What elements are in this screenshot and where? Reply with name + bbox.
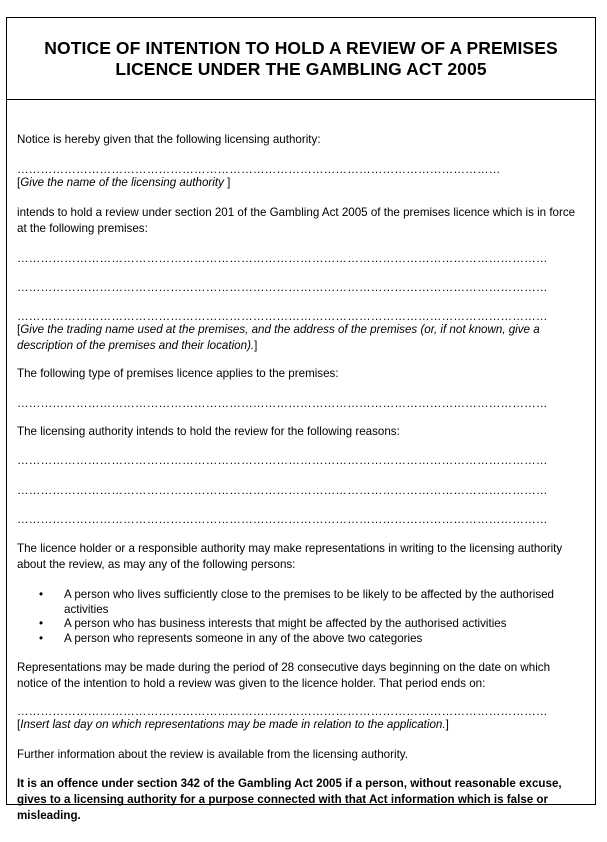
authority-name-field[interactable]: ……………………………………………………………………………………………………………	[17, 164, 501, 176]
bracket-open: [	[17, 176, 21, 189]
reasons-field-line-3[interactable]: ………………………………………………………………………………………………………………………	[17, 514, 548, 526]
premises-field-line-3[interactable]: ………………………………………………………………………………………………………………………	[17, 311, 548, 323]
bullet-icon: •	[39, 617, 44, 630]
intro-text: Notice is hereby given that the following licensing authority:	[17, 133, 321, 146]
premises-field-line-1[interactable]: ………………………………………………………………………………………………………………………	[17, 253, 548, 265]
bullet-item	[39, 587, 579, 617]
last-day-field[interactable]: ………………………………………………………………………………………………………………………	[17, 706, 548, 718]
notice-form	[6, 17, 596, 822]
page-title: NOTICE OF INTENTION TO HOLD A REVIEW OF A PREMISES LICENCE UNDER THE GAMBLING ACT 2005	[44, 37, 558, 79]
representations-intro: The licence holder or a responsible authority may make representations in writing to the licensing authority about the review, as may any of the following persons:	[17, 542, 563, 571]
bullet-text: A person who lives sufficiently close to the premises to be likely to be affected by the authorised activities	[64, 588, 555, 616]
bullet-text: A person who represents someone in any of the above two categories	[64, 632, 423, 645]
reasons-field-line-1[interactable]: ………………………………………………………………………………………………………………………	[17, 455, 548, 467]
offence-warning: It is an offence under section 342 of the Gambling Act 2005 if a person, without reasonable excuse, gives to a licensing authority for a purpose connected with that Act information which is false or misleading.	[17, 777, 562, 822]
premises-hint	[17, 322, 577, 354]
bracket-close: ]	[445, 718, 449, 731]
bullet-item	[39, 616, 579, 631]
review-statement: intends to hold a review under section 201 of the Gambling Act 2005 of the premises licence which is in force at the following premises:	[17, 206, 576, 235]
licence-type-field[interactable]: ………………………………………………………………………………………………………………………	[17, 398, 548, 410]
bracket-open: [	[17, 718, 21, 731]
bullet-text: A person who has business interests that might be affected by the authorised activities	[64, 617, 507, 630]
bullet-item	[39, 631, 579, 646]
last-day-hint	[17, 717, 449, 732]
reasons-label: The licensing authority intends to hold the review for the following reasons:	[17, 425, 400, 438]
bracket-open: [	[17, 323, 21, 336]
further-info: Further information about the review is available from the licensing authority.	[17, 748, 408, 761]
reasons-field-line-2[interactable]: ………………………………………………………………………………………………………………………	[17, 485, 548, 497]
bracket-close: ]	[254, 339, 258, 352]
bullet-icon: •	[39, 588, 44, 601]
premises-field-line-2[interactable]: ………………………………………………………………………………………………………………………	[17, 282, 548, 294]
licence-type-label: The following type of premises licence applies to the premises:	[17, 367, 339, 380]
bullet-icon: •	[39, 632, 44, 645]
period-statement: Representations may be made during the period of 28 consecutive days beginning on the date on which notice of the intention to hold a review was given to the licence holder. That period ends on:	[17, 661, 551, 690]
bracket-close: ]	[227, 176, 231, 189]
authority-hint-text: Give the name of the licensing authority	[20, 176, 224, 189]
premises-hint-text: Give the trading name used at the premises, and the address of the premises (or, if not known, give a description of the premises and their location).	[17, 323, 540, 352]
authority-hint	[17, 175, 230, 190]
title-section	[7, 18, 595, 100]
last-day-hint-text: Insert last day on which representations may be made in relation to the application.	[20, 718, 446, 731]
